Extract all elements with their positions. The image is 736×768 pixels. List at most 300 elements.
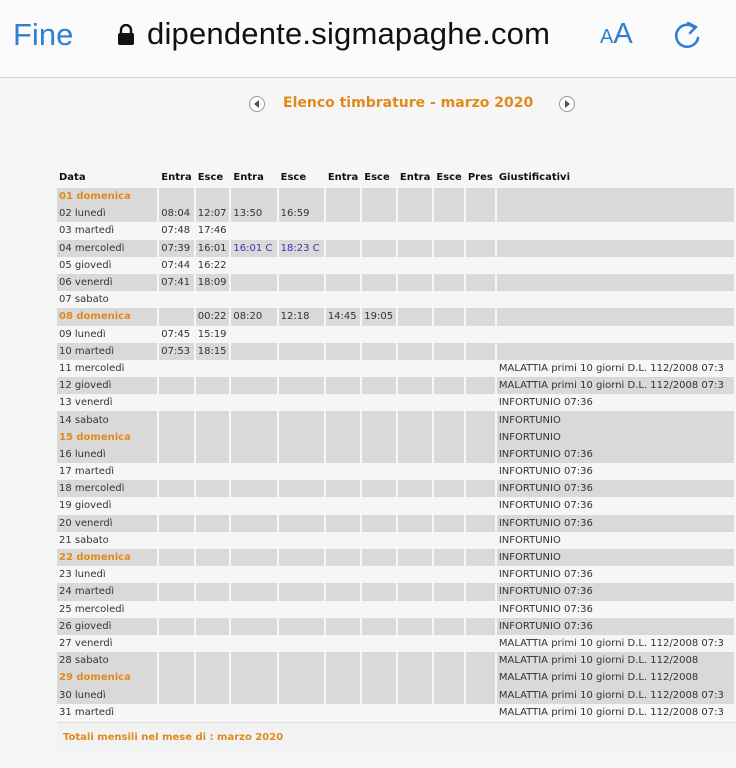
date-cell: 08 domenica	[57, 308, 157, 325]
time-cell	[159, 308, 193, 325]
table-row	[57, 377, 734, 394]
time-cell	[159, 618, 193, 635]
time-cell	[362, 480, 396, 497]
time-cell	[362, 686, 396, 703]
table-row	[57, 394, 734, 411]
time-cell: 16:59	[279, 205, 324, 222]
column-header: Esce	[280, 171, 307, 183]
column-header: Data	[59, 171, 86, 183]
time-cell: 07:41	[159, 274, 193, 291]
time-cell	[398, 274, 432, 291]
table-row	[57, 463, 734, 480]
time-cell	[398, 480, 432, 497]
time-cell: 13:50	[231, 205, 276, 222]
time-cell: 16:01 C	[231, 240, 276, 257]
time-cell	[398, 308, 432, 325]
next-month-button[interactable]	[559, 96, 575, 112]
table-header-row	[57, 166, 734, 188]
justification-cell: MALATTIA primi 10 giorni D.L. 112/2008 07:3	[497, 686, 734, 703]
time-cell	[466, 429, 495, 446]
time-cell: 19:05	[362, 308, 396, 325]
time-cell	[362, 360, 396, 377]
time-cell	[398, 583, 432, 600]
time-cell	[279, 652, 324, 669]
time-cell	[398, 566, 432, 583]
justification-cell: INFORTUNIO 07:36	[497, 515, 734, 532]
time-cell	[231, 549, 276, 566]
date-cell: 01 domenica	[57, 188, 157, 205]
time-cell	[196, 411, 230, 428]
time-cell	[326, 205, 360, 222]
time-cell	[434, 515, 464, 532]
time-cell	[326, 222, 360, 239]
time-cell	[196, 429, 230, 446]
time-cell	[231, 326, 276, 343]
time-cell	[398, 377, 432, 394]
time-cell	[434, 343, 464, 360]
time-cell	[434, 497, 464, 514]
time-cell	[196, 601, 230, 618]
date-cell: 29 domenica	[57, 669, 157, 686]
time-cell: 07:39	[159, 240, 193, 257]
time-cell	[279, 583, 324, 600]
time-cell	[466, 446, 495, 463]
justification-cell: INFORTUNIO	[498, 534, 561, 546]
time-cell	[434, 532, 464, 549]
time-cell	[326, 291, 360, 308]
time-cell: 08:20	[231, 308, 276, 325]
column-header: Esce	[364, 171, 390, 183]
justification-cell: INFORTUNIO 07:36	[497, 446, 734, 463]
time-cell	[231, 601, 276, 618]
time-cell	[326, 240, 360, 257]
time-cell: 18:15	[196, 343, 230, 360]
time-cell	[196, 704, 230, 721]
time-cell	[362, 566, 396, 583]
time-cell	[434, 257, 464, 274]
time-cell: 12:07	[196, 205, 230, 222]
time-cell	[362, 274, 396, 291]
time-cell	[326, 669, 360, 686]
time-cell	[326, 377, 360, 394]
justification-cell: MALATTIA primi 10 giorni D.L. 112/2008 07:3	[498, 706, 724, 718]
time-cell: 16:01	[196, 240, 230, 257]
date-cell: 20 venerdì	[57, 515, 157, 532]
table-row	[57, 274, 734, 291]
time-cell	[279, 188, 324, 205]
table-row	[57, 222, 734, 239]
time-cell	[159, 360, 193, 377]
time-cell	[362, 446, 396, 463]
date-cell: 22 domenica	[57, 549, 157, 566]
time-cell	[279, 257, 324, 274]
date-cell: 27 venerdì	[59, 637, 113, 649]
time-cell	[362, 377, 396, 394]
time-cell	[231, 429, 276, 446]
time-cell	[196, 618, 230, 635]
time-cell: 17:46	[197, 225, 227, 237]
time-cell	[159, 635, 193, 652]
time-cell	[466, 583, 495, 600]
date-cell: 25 mercoledì	[59, 603, 125, 615]
time-cell	[196, 635, 230, 652]
time-cell	[326, 257, 360, 274]
time-cell	[159, 480, 193, 497]
time-cell: 07:44	[161, 259, 191, 271]
table-body	[57, 188, 734, 721]
time-cell	[231, 480, 276, 497]
time-cell	[466, 704, 495, 721]
date-cell: 31 martedì	[59, 706, 115, 718]
time-cell	[326, 618, 360, 635]
time-cell	[231, 274, 276, 291]
justification-cell	[497, 240, 734, 257]
time-cell	[434, 583, 464, 600]
time-cell	[326, 532, 360, 549]
date-cell: 15 domenica	[57, 429, 157, 446]
time-cell	[434, 394, 464, 411]
time-cell	[326, 704, 360, 721]
time-cell	[398, 360, 432, 377]
time-cell: 07:45	[161, 328, 191, 340]
time-cell	[326, 566, 360, 583]
time-cell	[279, 618, 324, 635]
time-cell	[434, 601, 464, 618]
justification-cell: INFORTUNIO 07:36	[498, 603, 593, 615]
table-row	[57, 205, 734, 222]
time-cell	[362, 429, 396, 446]
time-cell	[326, 549, 360, 566]
time-cell	[326, 583, 360, 600]
justification-cell: MALATTIA primi 10 giorni D.L. 112/2008 07:3	[498, 362, 724, 374]
time-cell	[279, 669, 324, 686]
time-cell	[231, 291, 276, 308]
time-cell	[362, 463, 396, 480]
time-cell	[159, 669, 193, 686]
time-cell	[466, 326, 495, 343]
time-cell	[434, 480, 464, 497]
date-cell: 16 lunedì	[57, 446, 157, 463]
time-cell	[398, 429, 432, 446]
justification-cell	[497, 205, 734, 222]
time-cell	[362, 257, 396, 274]
address-bar[interactable]: dipendente.sigmapaghe.com	[147, 16, 551, 51]
justification-cell	[497, 291, 734, 308]
time-cell	[362, 583, 396, 600]
date-cell: 06 venerdì	[57, 274, 157, 291]
time-cell	[466, 635, 495, 652]
time-cell	[231, 532, 276, 549]
time-cell	[326, 394, 360, 411]
justification-cell: INFORTUNIO	[497, 429, 734, 446]
previous-month-button[interactable]	[249, 96, 265, 112]
time-cell: 07:53	[159, 343, 193, 360]
next-month-icon	[563, 100, 571, 108]
page-heading	[0, 93, 736, 115]
table-row	[57, 515, 734, 532]
time-cell	[159, 686, 193, 703]
time-cell	[279, 601, 324, 618]
time-cell	[466, 497, 495, 514]
time-cell	[159, 601, 193, 618]
time-cell	[362, 669, 396, 686]
time-cell	[466, 360, 495, 377]
time-cell	[434, 240, 464, 257]
time-cell	[466, 652, 495, 669]
time-cell	[398, 446, 432, 463]
time-cell	[326, 411, 360, 428]
time-cell	[159, 532, 193, 549]
justification-cell	[497, 308, 734, 325]
table-row	[57, 497, 734, 514]
time-cell	[434, 377, 464, 394]
date-cell: 02 lunedì	[57, 205, 157, 222]
table-row	[57, 583, 734, 600]
time-cell	[466, 480, 495, 497]
time-cell	[466, 222, 495, 239]
time-cell	[398, 188, 432, 205]
time-cell	[466, 343, 495, 360]
time-cell	[434, 618, 464, 635]
time-cell	[398, 222, 432, 239]
time-cell	[159, 411, 193, 428]
date-cell: 21 sabato	[59, 534, 109, 546]
justification-cell	[497, 274, 734, 291]
time-cell	[231, 583, 276, 600]
justification-cell: MALATTIA primi 10 giorni D.L. 112/2008	[497, 669, 734, 686]
time-cell	[326, 480, 360, 497]
time-cell	[466, 411, 495, 428]
time-cell	[326, 343, 360, 360]
monthly-totals-row	[57, 722, 736, 752]
time-cell	[279, 566, 324, 583]
table-row	[57, 446, 734, 463]
time-cell	[326, 497, 360, 514]
time-cell	[196, 532, 230, 549]
time-cell	[362, 188, 396, 205]
table-row	[57, 669, 734, 686]
time-cell	[434, 291, 464, 308]
justification-cell	[497, 222, 734, 239]
time-cell	[326, 429, 360, 446]
time-cell	[398, 291, 432, 308]
time-cell	[159, 515, 193, 532]
date-cell: 19 giovedì	[59, 500, 112, 512]
time-cell: 18:23 C	[279, 240, 324, 257]
time-cell	[231, 669, 276, 686]
time-cell	[196, 497, 230, 514]
time-cell	[279, 515, 324, 532]
time-cell	[159, 566, 193, 583]
time-cell	[398, 394, 432, 411]
justification-cell: MALATTIA primi 10 giorni D.L. 112/2008 07:3	[498, 637, 724, 649]
time-cell	[362, 394, 396, 411]
time-cell	[398, 532, 432, 549]
column-header: Pres	[467, 171, 493, 183]
time-cell	[434, 635, 464, 652]
time-cell	[434, 686, 464, 703]
time-cell	[434, 429, 464, 446]
justification-cell	[497, 257, 734, 274]
table-row	[57, 480, 734, 497]
time-cell	[434, 188, 464, 205]
time-cell	[231, 343, 276, 360]
date-cell: 23 lunedì	[59, 569, 106, 581]
column-header: Esce	[197, 171, 224, 183]
time-cell	[362, 515, 396, 532]
time-cell	[196, 686, 230, 703]
table-row	[57, 411, 734, 428]
time-cell	[398, 704, 432, 721]
table-row	[57, 429, 734, 446]
time-cell	[159, 652, 193, 669]
time-cell	[196, 188, 230, 205]
done-button[interactable]: Fine	[13, 17, 74, 52]
time-cell	[231, 222, 276, 239]
date-cell: 24 martedì	[57, 583, 157, 600]
table-row	[57, 240, 734, 257]
time-cell	[231, 566, 276, 583]
time-cell	[196, 394, 230, 411]
time-cell	[398, 618, 432, 635]
time-cell	[159, 429, 193, 446]
table-row	[57, 601, 734, 618]
time-cell	[434, 463, 464, 480]
time-cell	[279, 429, 324, 446]
time-cell	[466, 669, 495, 686]
justification-cell: INFORTUNIO 07:36	[498, 500, 593, 512]
time-cell	[231, 686, 276, 703]
time-cell	[279, 360, 324, 377]
time-cell	[362, 704, 396, 721]
time-cell	[398, 257, 432, 274]
time-cell	[279, 497, 324, 514]
time-cell	[159, 291, 193, 308]
time-cell	[398, 652, 432, 669]
time-cell	[398, 326, 432, 343]
time-cell	[231, 652, 276, 669]
column-header: Esce	[436, 171, 462, 183]
table-row	[57, 188, 734, 205]
time-cell	[159, 394, 193, 411]
time-cell: 16:22	[197, 259, 227, 271]
page-title: Elenco timbrature - marzo 2020	[283, 95, 534, 111]
time-cell	[466, 515, 495, 532]
time-cell	[434, 326, 464, 343]
date-cell: 13 venerdì	[59, 397, 113, 409]
time-cell	[196, 583, 230, 600]
time-cell	[434, 308, 464, 325]
time-cell	[196, 360, 230, 377]
time-cell	[434, 669, 464, 686]
time-cell: 08:04	[159, 205, 193, 222]
justification-cell: MALATTIA primi 10 giorni D.L. 112/2008	[497, 652, 734, 669]
time-cell	[466, 274, 495, 291]
time-cell	[398, 497, 432, 514]
time-cell	[231, 463, 276, 480]
time-cell	[196, 377, 230, 394]
time-cell	[466, 618, 495, 635]
time-cell	[196, 566, 230, 583]
time-cell	[326, 686, 360, 703]
table-row	[57, 635, 734, 652]
time-cell	[398, 601, 432, 618]
table-row	[57, 326, 734, 343]
table-row	[57, 549, 734, 566]
time-cell	[362, 497, 396, 514]
date-cell: 12 giovedì	[57, 377, 157, 394]
time-cell	[279, 326, 324, 343]
time-cell	[362, 652, 396, 669]
date-cell: 05 giovedì	[59, 259, 112, 271]
time-cell	[326, 463, 360, 480]
time-cell	[466, 601, 495, 618]
time-cell	[398, 686, 432, 703]
reload-icon[interactable]	[670, 19, 704, 53]
time-cell	[466, 377, 495, 394]
table-row	[57, 360, 734, 377]
time-cell	[279, 394, 324, 411]
timesheet-table	[55, 166, 736, 721]
time-cell	[362, 601, 396, 618]
time-cell	[196, 463, 230, 480]
time-cell	[466, 308, 495, 325]
time-cell	[466, 188, 495, 205]
time-cell	[362, 549, 396, 566]
date-cell: 09 lunedì	[59, 328, 106, 340]
time-cell: 14:45	[326, 308, 360, 325]
time-cell	[231, 411, 276, 428]
time-cell	[466, 291, 495, 308]
time-cell	[159, 446, 193, 463]
justification-cell: INFORTUNIO	[497, 411, 734, 428]
time-cell	[398, 669, 432, 686]
time-cell	[362, 222, 396, 239]
text-size-button[interactable]	[600, 18, 633, 51]
table-row	[57, 343, 734, 360]
time-cell	[466, 205, 495, 222]
time-cell	[231, 360, 276, 377]
time-cell	[279, 411, 324, 428]
time-cell	[196, 549, 230, 566]
time-cell	[196, 480, 230, 497]
time-cell	[326, 601, 360, 618]
time-cell	[231, 515, 276, 532]
time-cell	[398, 240, 432, 257]
time-cell	[362, 532, 396, 549]
time-cell: 18:09	[196, 274, 230, 291]
time-cell	[398, 463, 432, 480]
time-cell	[326, 652, 360, 669]
time-cell: 12:18	[279, 308, 324, 325]
time-cell	[231, 446, 276, 463]
time-cell	[326, 188, 360, 205]
justification-cell	[497, 343, 734, 360]
time-cell	[434, 411, 464, 428]
time-cell	[362, 411, 396, 428]
justification-cell: MALATTIA primi 10 giorni D.L. 112/2008 07:3	[497, 377, 734, 394]
time-cell	[466, 463, 495, 480]
justification-cell: INFORTUNIO 07:36	[498, 397, 593, 409]
column-header: Entra	[161, 171, 192, 183]
text-size-big-label: A	[613, 18, 633, 50]
time-cell	[231, 704, 276, 721]
justification-cell: INFORTUNIO 07:36	[498, 466, 593, 478]
time-cell	[279, 291, 324, 308]
time-cell	[326, 635, 360, 652]
time-cell	[196, 652, 230, 669]
lock-icon	[117, 24, 135, 46]
